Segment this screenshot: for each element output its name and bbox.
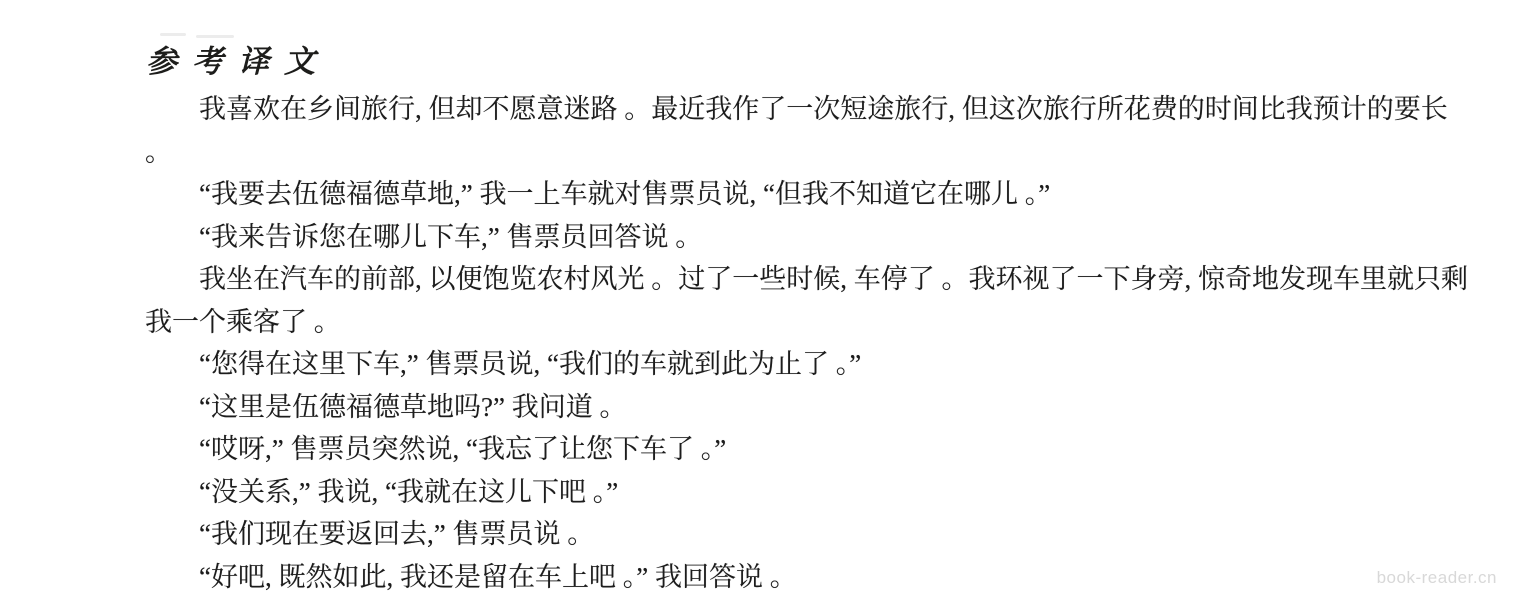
section-title: 参考译文 (146, 36, 330, 81)
paragraph: “好吧, 既然如此, 我还是留在车上吧 。” 我回答说 。 (145, 556, 1480, 598)
watermark: book-reader.cn (1377, 568, 1497, 588)
paragraph: “这里是伍德福德草地吗?” 我问道 。 (145, 386, 1480, 429)
paragraph: “我们现在要返回去,” 售票员说 。 (145, 513, 1480, 556)
paragraph: 我坐在汽车的前部, 以便饱览农村风光 。过了一些时候, 车停了 。我环视了一下身旁, 惊奇地发现车里就只剩我一个乘客了 。 (145, 258, 1480, 343)
paragraph: “哎呀,” 售票员突然说, “我忘了让您下车了 。” (145, 428, 1480, 471)
paragraph: “我要去伍德福德草地,” 我一上车就对售票员说, “但我不知道它在哪儿 。” (145, 173, 1480, 216)
paragraph: 我喜欢在乡间旅行, 但却不愿意迷路 。最近我作了一次短途旅行, 但这次旅行所花费的时间比我预计的要长 。 (145, 88, 1480, 173)
paragraph: “您得在这里下车,” 售票员说, “我们的车就到此为止了 。” (145, 343, 1480, 386)
paragraph: “我来告诉您在哪儿下车,” 售票员回答说 。 (145, 216, 1480, 259)
paragraph: “没关系,” 我说, “我就在这儿下吧 。” (145, 471, 1480, 514)
translation-body (145, 88, 1480, 598)
